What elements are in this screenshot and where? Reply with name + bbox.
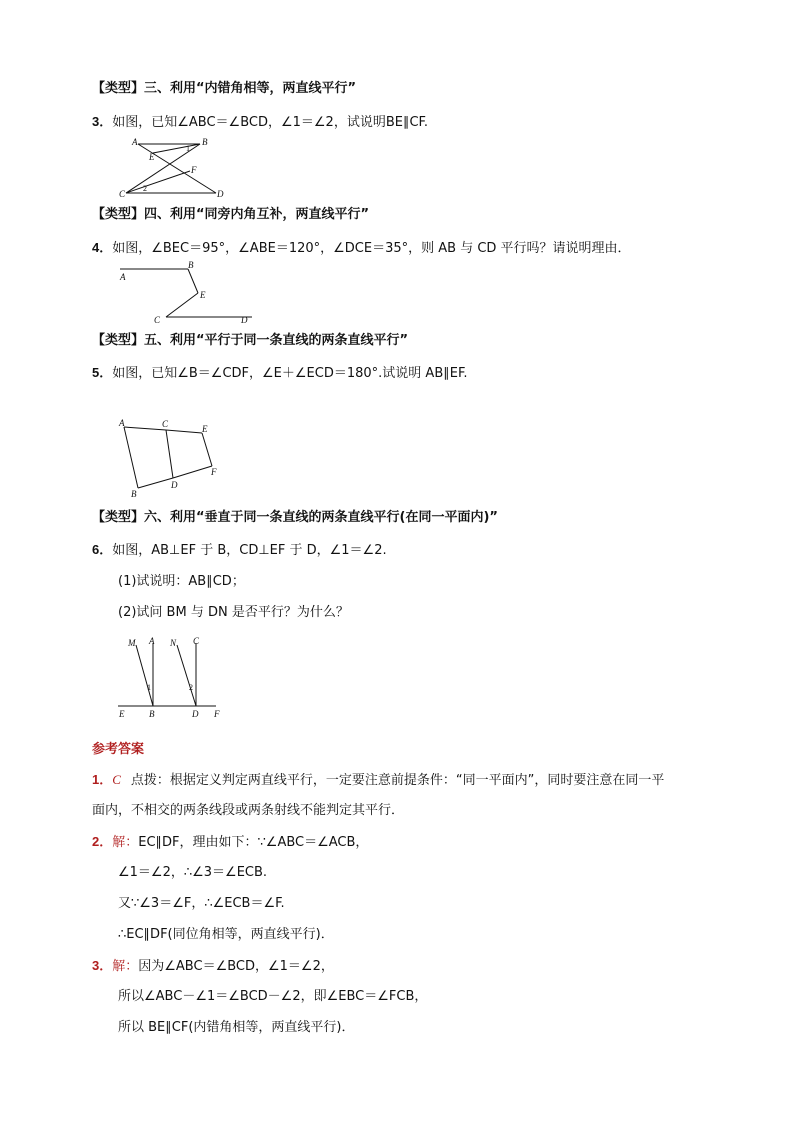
problem-text: 如图，已知∠ABC＝∠BCD，∠1＝∠2，试说明BE∥CF.	[112, 115, 429, 130]
label-angle-2: 2	[189, 683, 193, 692]
answer-2-line-1	[92, 833, 368, 852]
label-B: B	[188, 260, 194, 270]
problem-number: 3．	[92, 114, 113, 129]
label-D: D	[192, 709, 199, 719]
answer-number: 1．	[92, 772, 113, 787]
answer-1-line-1	[92, 771, 664, 790]
answer-2-line-2: ∠1＝∠2，∴∠3＝∠ECB.	[118, 865, 268, 880]
label-F: F	[191, 165, 197, 175]
label-E: E	[119, 709, 125, 719]
problem-text: 如图，AB⊥EF 于 B，CD⊥EF 于 D，∠1＝∠2.	[112, 543, 387, 558]
section-heading-type4: 【类型】四、利用“同旁内角互补，两直线平行”	[92, 207, 370, 222]
label-C: C	[162, 419, 169, 429]
label-M: M	[128, 638, 136, 648]
answer-2-line-3: 又∵∠3＝∠F，∴∠ECB＝∠F.	[118, 896, 285, 911]
answer-text: 因为∠ABC＝∠BCD，∠1＝∠2，	[138, 959, 334, 974]
problem-number: 5．	[92, 365, 113, 380]
answers-heading: 参考答案	[92, 742, 145, 757]
label-A: A	[120, 272, 126, 282]
label-E: E	[200, 290, 206, 300]
answer-choice: C	[112, 772, 121, 787]
problem-number: 4．	[92, 240, 113, 255]
problem-5	[92, 364, 467, 383]
answer-lead: 解：	[112, 959, 139, 974]
problem-6-part-1: (1)试说明：AB∥CD；	[118, 574, 245, 589]
label-B: B	[131, 489, 137, 499]
answer-text: EC∥DF，理由如下：∵∠ABC＝∠ACB，	[138, 835, 369, 850]
label-A: A	[119, 418, 125, 428]
answer-3-line-3: 所以 BE∥CF(内错角相等，两直线平行)．	[118, 1020, 355, 1035]
label-C: C	[119, 189, 126, 199]
label-A: A	[149, 636, 155, 646]
label-B: B	[202, 137, 208, 147]
label-angle-2: 2	[143, 184, 147, 193]
label-angle-1: 1	[147, 683, 151, 692]
label-N: N	[170, 638, 177, 648]
label-E: E	[202, 424, 208, 434]
label-F: F	[214, 709, 220, 719]
label-C: C	[193, 636, 200, 646]
label-D: D	[217, 189, 224, 199]
problem-6-part-2: (2)试问 BM 与 DN 是否平行？为什么？	[118, 605, 349, 620]
problem-text: 如图，已知∠B＝∠CDF，∠E＋∠ECD＝180°.试说明 AB∥EF.	[112, 366, 468, 381]
answer-3-line-2: 所以∠ABC－∠1＝∠BCD－∠2，即∠EBC＝∠FCB，	[118, 989, 428, 1004]
figure-problem-3	[118, 135, 238, 200]
answer-1-line-2: 面内，不相交的两条线段或两条射线不能判定其平行．	[92, 803, 405, 818]
answer-2-line-4: ∴EC∥DF(同位角相等，两直线平行)．	[118, 927, 334, 942]
figure-problem-5	[116, 416, 226, 502]
figure-problem-6	[116, 633, 236, 721]
label-C: C	[154, 315, 161, 325]
answer-text: 点拨：根据定义判定两直线平行，一定要注意前提条件：“同一平面内”，同时要注意在同一平	[130, 773, 665, 788]
section-heading-type6: 【类型】六、利用“垂直于同一条直线的两条直线平行(在同一平面内)”	[92, 510, 498, 525]
problem-text: 如图，∠BEC＝95°，∠ABE＝120°，∠DCE＝35°，则 AB 与 CD 平行吗？请说明理由．	[112, 241, 631, 256]
label-A: A	[132, 137, 138, 147]
answer-lead: 解：	[112, 835, 139, 850]
figure-problem-4	[116, 260, 266, 328]
label-D: D	[241, 315, 248, 325]
section-heading-type5: 【类型】五、利用“平行于同一条直线的两条直线平行”	[92, 333, 409, 348]
problem-4	[92, 239, 631, 258]
answer-3-line-1	[92, 957, 334, 976]
problem-number: 6．	[92, 542, 113, 557]
label-angle-1: 1	[186, 144, 190, 153]
problem-3	[92, 113, 428, 132]
label-B: B	[149, 709, 155, 719]
label-E: E	[149, 152, 155, 162]
label-D: D	[171, 480, 178, 490]
answer-number: 2．	[92, 834, 113, 849]
answer-number: 3．	[92, 958, 113, 973]
problem-6	[92, 541, 387, 560]
label-F: F	[211, 467, 217, 477]
section-heading-type3: 【类型】三、利用“内错角相等，两直线平行”	[92, 81, 357, 96]
